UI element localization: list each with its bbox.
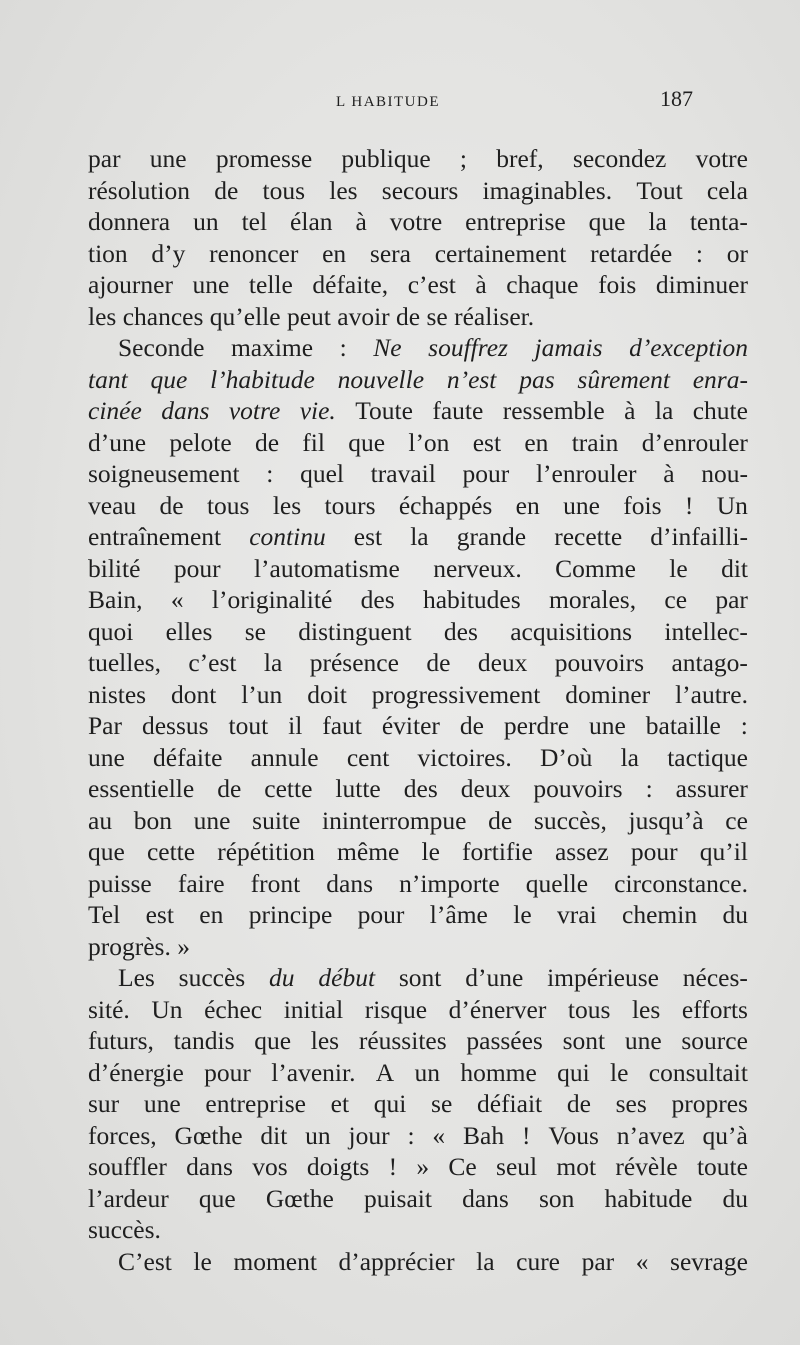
- text-line: résolution de tous les secours imaginables. Tout cela: [88, 175, 748, 205]
- text-line: souffler dans vos doigts ! » Ce seul mot révèle toute: [88, 1152, 748, 1181]
- text-line: l’ardeur que Gœthe puisait dans son habitude du: [88, 1183, 748, 1213]
- text-line: C’est le moment d’apprécier la cure par « sevrage: [118, 1246, 748, 1276]
- text-line: essentielle de cette lutte des deux pouvoirs : assurer: [88, 774, 748, 803]
- text-line: Par dessus tout il faut éviter de perdre une bataille :: [88, 711, 748, 740]
- text-line: tant que l’habitude nouvelle n’est pas sûrement enra-: [88, 364, 748, 394]
- text-line: cinée dans votre vie. Toute faute ressemble à la chute: [88, 396, 748, 425]
- text-line: futurs, tandis que les réussites passées sont une source: [88, 1026, 748, 1055]
- text-line: veau de tous les tours échappés en une fois ! Un: [88, 490, 748, 520]
- text-line: Seconde maxime : Ne souffrez jamais d’exception: [118, 333, 748, 362]
- text-line: Tel est en principe pour l’âme le vrai chemin du: [88, 900, 748, 929]
- text-line: tion d’y renoncer en sera certainement retardée : or: [88, 238, 748, 268]
- text-line: tuelles, c’est la présence de deux pouvoirs antago-: [88, 648, 748, 677]
- text-line: forces, Gœthe dit un jour : « Bah ! Vous n’avez qu’à: [88, 1120, 748, 1150]
- text-line: sur une entreprise et qui se défiait de ses propres: [88, 1089, 748, 1118]
- text-line: nistes dont l’un doit progressivement dominer l’autre.: [88, 679, 748, 709]
- text-line: Bain, « l’originalité des habitudes morales, ce par: [88, 585, 748, 614]
- text-line: entraînement continu est la grande recette d’infailli-: [88, 522, 748, 551]
- text-line: Les succès du début sont d’une impérieuse néces-: [118, 963, 748, 992]
- text-line: d’énergie pour l’avenir. A un homme qui le consultait: [88, 1057, 748, 1087]
- text-line: au bon une suite ininterrompue de succès, jusqu’à ce: [88, 805, 748, 835]
- text-line: que cette répétition même le fortifie assez pour qu’il: [88, 837, 748, 866]
- page-number: 187: [660, 86, 693, 111]
- text-line: par une promesse publique ; bref, secondez votre: [88, 144, 748, 173]
- text-line: quoi elles se distinguent des acquisitions intellec-: [88, 616, 748, 646]
- running-title: L HABITUDE: [336, 94, 441, 110]
- text-line: donnera un tel élan à votre entreprise que la tenta-: [88, 207, 748, 236]
- body-text: [88, 143, 748, 1277]
- text-line: soigneusement : quel travail pour l’enrouler à nou-: [88, 459, 748, 488]
- text-line: bilité pour l’automatisme nerveux. Comme le dit: [88, 553, 748, 583]
- text-line: ajourner une telle défaite, c’est à chaque fois diminuer: [88, 270, 748, 299]
- text-line: progrès. »: [88, 931, 190, 961]
- text-line: une défaite annule cent victoires. D’où la tactique: [88, 742, 748, 772]
- text-line: puisse faire front dans n’importe quelle circonstance.: [88, 868, 748, 898]
- text-line: d’une pelote de fil que l’on est en train d’enrouler: [88, 427, 748, 457]
- text-line: sité. Un échec initial risque d’énerver tous les efforts: [88, 994, 748, 1024]
- text-line: succès.: [88, 1215, 161, 1244]
- text-line: les chances qu’elle peut avoir de se réaliser.: [88, 301, 535, 331]
